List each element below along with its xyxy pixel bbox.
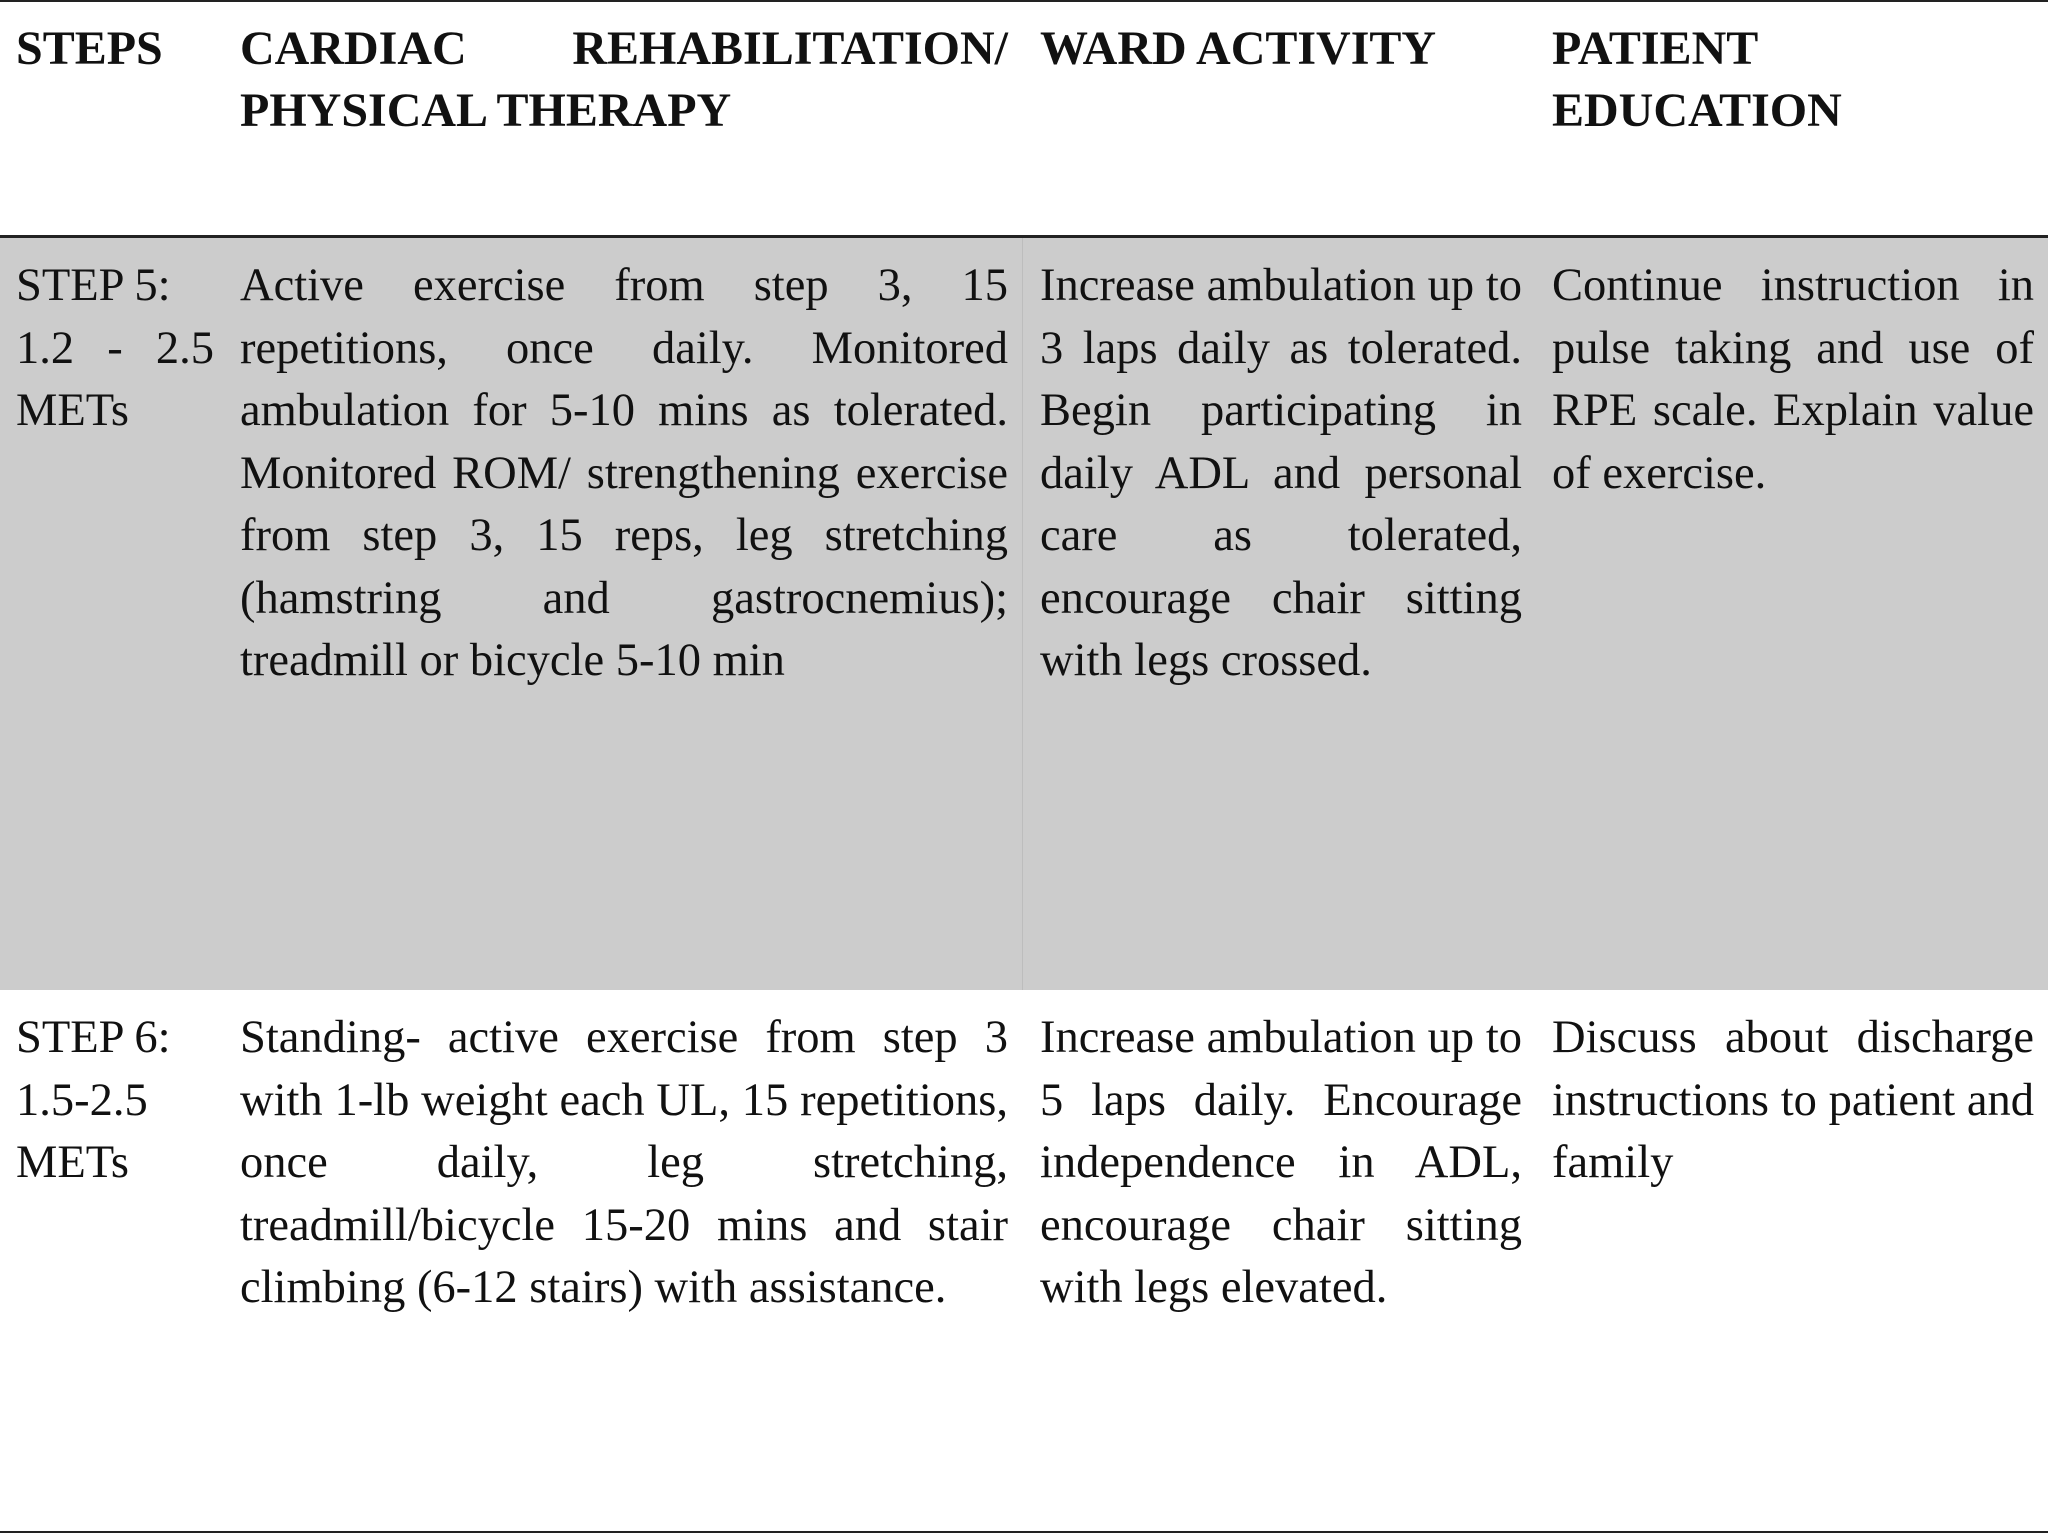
step-label: STEP 5: 1.2 - 2.5 METs: [16, 260, 214, 436]
table-row: [0, 238, 2048, 990]
header-cardiac-rehab: CARDIAC REHABILITATION/ PHYSICAL THERAPY: [240, 22, 1008, 137]
patient-education-cell: Discuss about discharge instructions to patient and family: [1552, 1012, 2034, 1188]
header-ward-activity: WARD ACTIVITY: [1040, 22, 1437, 75]
cardiac-rehab-cell: Standing- active exercise from step 3 with 1-lb weight each UL, 15 repetitions, once daily, leg stretching, treadmill/bicycle 15-20 mins and stair climbing (6-12 stairs) with assistance.: [240, 1012, 1008, 1313]
column-divider: [1022, 238, 1023, 990]
step-label: STEP 6: 1.5-2.5 METs: [16, 1012, 171, 1188]
patient-education-cell: Continue instruction in pulse taking and use of RPE scale. Explain value of exercise.: [1552, 260, 2034, 499]
ward-activity-cell: Increase ambulation up to 3 laps daily as tolerated. Begin participating in daily ADL and personal care as tolerated, encourage chair sitting with legs crossed.: [1040, 260, 1522, 686]
table-header-row: [0, 2, 2048, 235]
cardiac-rehab-cell: Active exercise from step 3, 15 repetitions, once daily. Monitored ambulation for 5-10 mins as tolerated. Monitored ROM/ strengthening exercise from step 3, 15 reps, leg stretching (hamstring and gastrocnemius); treadmill or bicycle 5-10 min: [240, 260, 1008, 686]
header-steps: STEPS: [16, 22, 163, 75]
table-row: [0, 990, 2048, 1531]
header-patient-education: PATIENT EDUCATION: [1552, 22, 1842, 137]
ward-activity-cell: Increase ambulation up to 5 laps daily. Encourage independence in ADL, encourage chair sitting with legs elevated.: [1040, 1012, 1522, 1313]
bottom-rule: [0, 1531, 2048, 1533]
